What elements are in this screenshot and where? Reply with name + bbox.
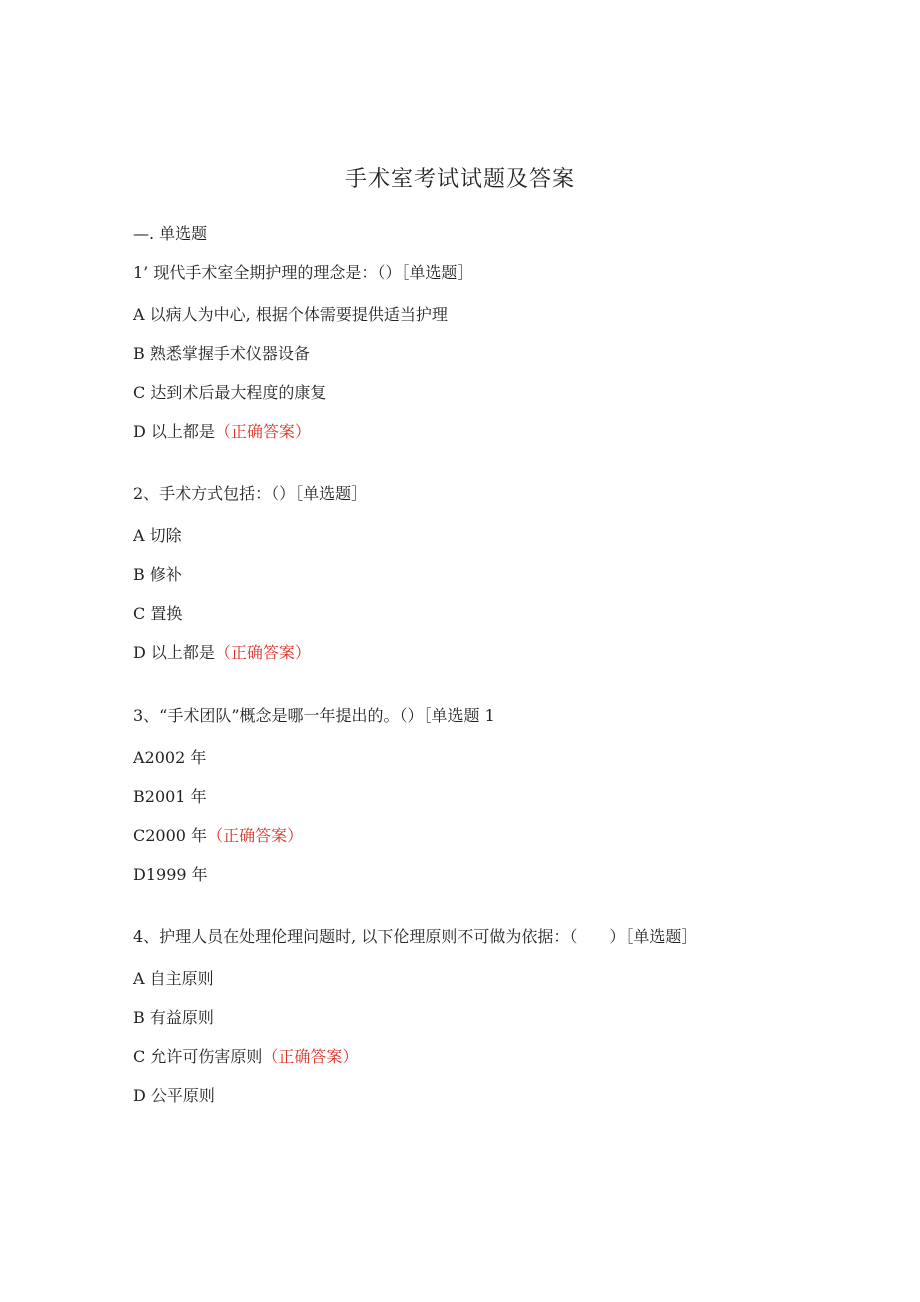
question-3-option-d: D1999 年 (133, 865, 208, 884)
question-2-option-c: C 置换 (133, 604, 183, 623)
correct-answer-mark: （正确答案） (262, 1047, 359, 1066)
question-1-stem: 1’ 现代手术室全期护理的理念是：（）［单选题］ (133, 263, 474, 282)
question-3-option-c: C2000 年（正确答案） (133, 826, 304, 845)
question-4-option-b: B 有益原则 (133, 1008, 214, 1027)
question-3-option-b: B2001 年 (133, 787, 207, 806)
question-2-option-b: B 修补 (133, 565, 182, 584)
question-1-option-c: C 达到术后最大程度的康复 (133, 383, 327, 402)
question-2-stem: 2、手术方式包括：（）［单选题］ (133, 484, 368, 503)
question-3-option-a: A2002 年 (133, 748, 207, 767)
question-4-stem: 4、护理人员在处理伦理问题时, 以下伦理原则不可做为依据：（ ）［单选题］ (133, 927, 698, 946)
correct-answer-mark: （正确答案） (214, 422, 311, 441)
question-4-option-c: C 允许可伤害原则（正确答案） (133, 1047, 359, 1066)
correct-answer-mark: （正确答案） (214, 643, 311, 662)
page-title: 手术室考试试题及答案 (344, 167, 575, 192)
question-1-option-b: B 熟悉掌握手术仪器设备 (133, 344, 310, 363)
correct-answer-mark: （正确答案） (207, 826, 304, 845)
question-2-option-d: D 以上都是（正确答案） (133, 643, 311, 662)
question-1-option-d: D 以上都是（正确答案） (133, 422, 311, 441)
question-3-stem: 3、“手术团队”概念是哪一年提出的。（）［单选题 1 (133, 706, 495, 725)
question-4-option-a: A 自主原则 (133, 969, 214, 988)
question-1-option-a: A 以病人为中心, 根据个体需要提供适当护理 (133, 305, 448, 324)
question-2-option-a: A 切除 (133, 526, 182, 545)
question-4-option-d: D 公平原则 (133, 1086, 215, 1105)
section-heading: —. 单选题 (133, 224, 208, 243)
